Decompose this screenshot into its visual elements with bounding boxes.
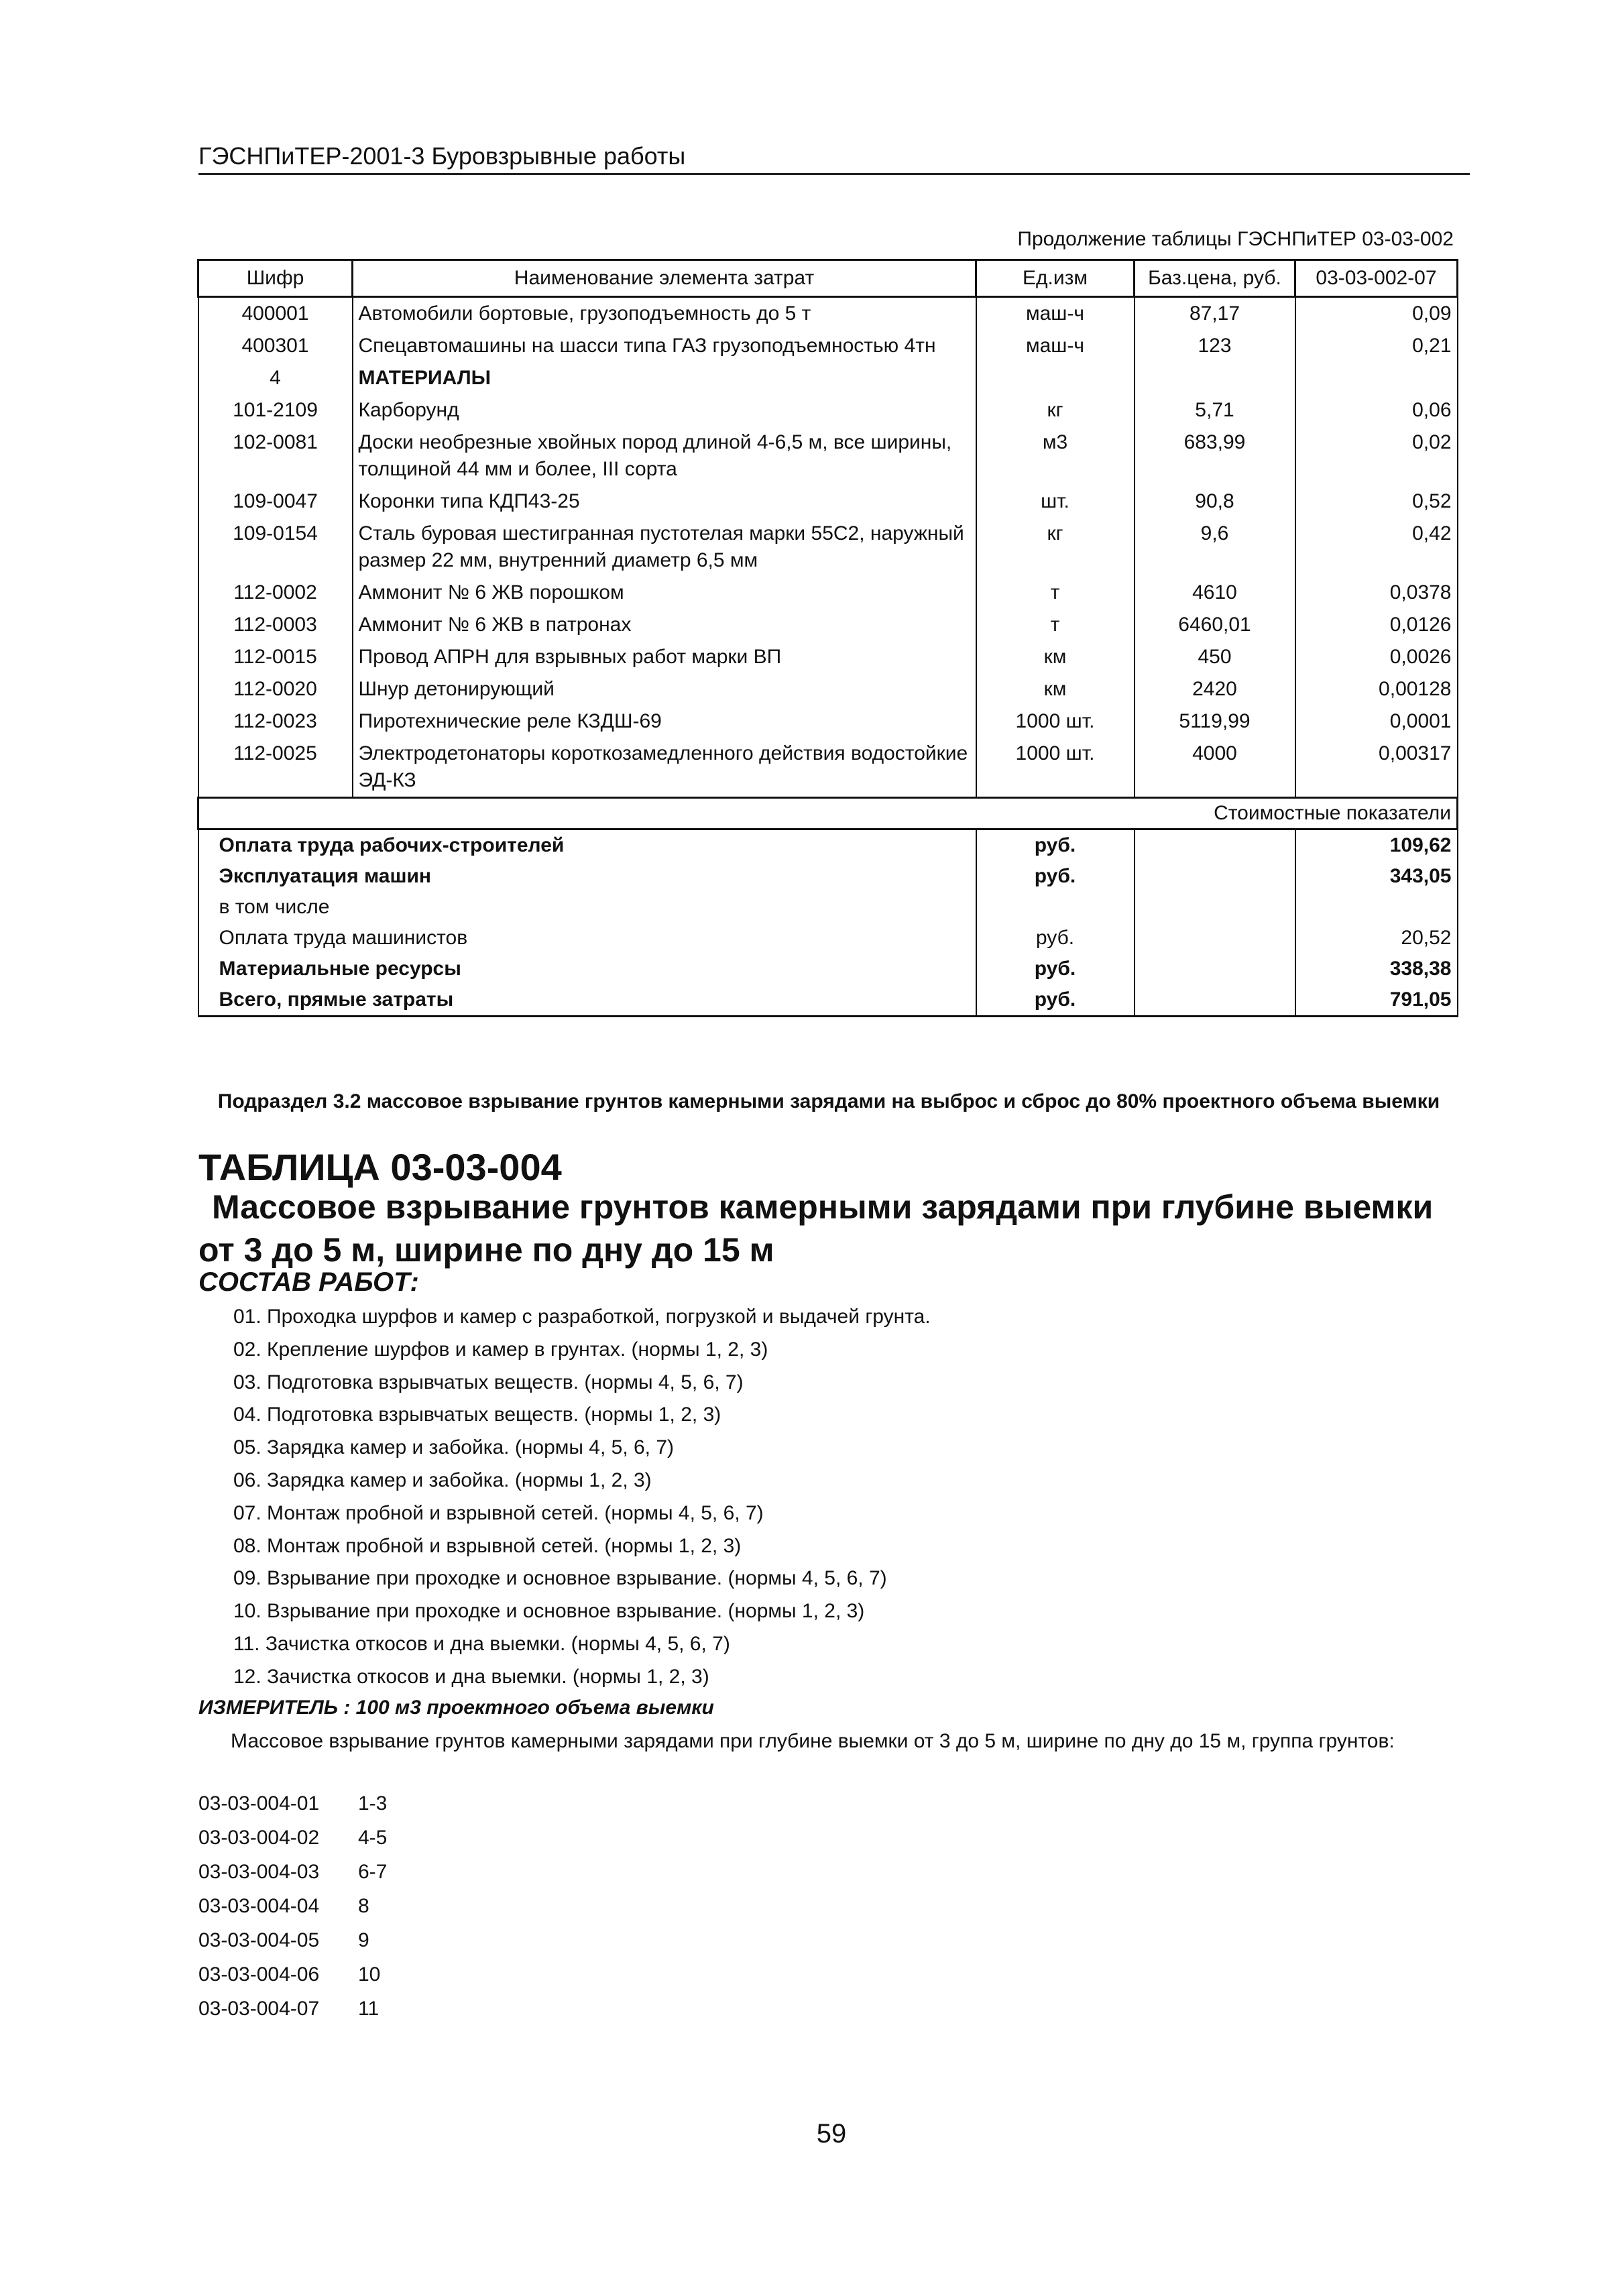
summary-price-empty (1135, 984, 1295, 1017)
norm-code: 03-03-004-07 (198, 1998, 320, 2020)
work-item: 06. Зарядка камер и забойка. (нормы 1, 2, 3) (233, 1469, 652, 1491)
cell-price: 450 (1135, 641, 1295, 673)
work-item: 07. Монтаж пробной и взрывной сетей. (нормы 4, 5, 6, 7) (233, 1501, 764, 1524)
work-item: 03. Подготовка взрывчатых веществ. (нормы 4, 5, 6, 7) (233, 1371, 744, 1393)
table-row (198, 426, 1458, 485)
cell-code: 112-0003 (198, 609, 353, 641)
table-row (198, 577, 1458, 609)
cell-name: Провод АПРН для взрывных работ марки ВП (353, 641, 976, 673)
cell-name: Шнур детонирующий (353, 673, 976, 705)
cell-value: 0,06 (1295, 394, 1458, 426)
summary-value: 20,52 (1295, 923, 1458, 954)
cell-unit (976, 362, 1135, 394)
cell-price: 90,8 (1135, 485, 1295, 518)
summary-unit: руб. (976, 984, 1135, 1017)
cell-code: 102-0081 (198, 426, 353, 485)
summary-row (198, 861, 1458, 892)
table-header-row (198, 260, 1458, 297)
cell-unit: т (976, 577, 1135, 609)
cost-indicators-row (198, 798, 1458, 829)
cell-code: 400301 (198, 330, 353, 362)
norm-code: 03-03-004-04 (198, 1895, 320, 1917)
summary-row (198, 892, 1458, 923)
norm-codes-list (198, 1786, 387, 2026)
cell-name: Электродетонаторы короткозамедленного действия водостойкие ЭД-КЗ (353, 738, 976, 798)
cell-value: 0,00128 (1295, 673, 1458, 705)
summary-value: 109,62 (1295, 829, 1458, 862)
soil-group: 6-7 (358, 1861, 388, 1883)
cell-name: Автомобили бортовые, грузоподъемность до 5 т (353, 297, 976, 331)
soil-group: 11 (358, 1998, 380, 2020)
soil-group: 8 (358, 1895, 369, 1917)
summary-unit (976, 892, 1135, 923)
cell-unit: км (976, 673, 1135, 705)
cell-price: 4000 (1135, 738, 1295, 798)
norm-code-row (198, 1992, 387, 2026)
norm-code: 03-03-004-05 (198, 1929, 320, 1951)
table-row (198, 518, 1458, 577)
norm-code: 03-03-004-02 (198, 1827, 320, 1849)
summary-label: Материальные ресурсы (198, 954, 976, 984)
table-row (198, 641, 1458, 673)
header-price: Баз.цена, руб. (1135, 260, 1295, 297)
cell-price: 123 (1135, 330, 1295, 362)
norm-code: 03-03-004-03 (198, 1861, 320, 1883)
table-row (198, 330, 1458, 362)
cell-price: 9,6 (1135, 518, 1295, 577)
cell-name: Пиротехнические реле КЗДШ-69 (353, 705, 976, 738)
summary-price-empty (1135, 861, 1295, 892)
summary-unit: руб. (976, 954, 1135, 984)
cell-name: Аммонит № 6 ЖВ порошком (353, 577, 976, 609)
summary-value: 791,05 (1295, 984, 1458, 1017)
cell-price: 2420 (1135, 673, 1295, 705)
work-list (233, 1301, 931, 1694)
table-subtitle: Массовое взрывание грунтов камерными зарядами при глубине выемки от 3 до 5 м, ширине по дну до 15 м (198, 1188, 1434, 1269)
cell-unit: маш-ч (976, 297, 1135, 331)
cell-value: 0,02 (1295, 426, 1458, 485)
work-item: 12. Зачистка откосов и дна выемки. (нормы 1, 2, 3) (233, 1665, 709, 1688)
cell-value: 0,0026 (1295, 641, 1458, 673)
cell-name: Сталь буровая шестигранная пустотелая марки 55С2, наружный размер 22 мм, внутренний диаметр 6,5 мм (353, 518, 976, 577)
summary-unit: руб. (976, 829, 1135, 862)
work-composition-label: СОСТАВ РАБОТ: (198, 1267, 419, 1297)
soil-group: 9 (358, 1929, 369, 1951)
work-item: 05. Зарядка камер и забойка. (нормы 4, 5, 6, 7) (233, 1436, 675, 1459)
header-code: Шифр (198, 260, 353, 297)
work-item: 09. Взрывание при проходке и основное взрывание. (нормы 4, 5, 6, 7) (233, 1567, 887, 1590)
summary-label: Эксплуатация машин (198, 861, 976, 892)
table-row (198, 609, 1458, 641)
summary-label: Оплата труда рабочих-строителей (198, 829, 976, 862)
summary-unit: руб. (976, 861, 1135, 892)
cell-name: Коронки типа КДП43-25 (353, 485, 976, 518)
cell-code: 101-2109 (198, 394, 353, 426)
cell-price: 87,17 (1135, 297, 1295, 331)
cell-price: 5119,99 (1135, 705, 1295, 738)
cell-unit: кг (976, 394, 1135, 426)
soil-group: 1-3 (358, 1792, 388, 1815)
summary-price-empty (1135, 829, 1295, 862)
norm-description: Массовое взрывание грунтов камерными зарядами при глубине выемки от 3 до 5 м, ширине по дну до 15 м, группа грунтов: (231, 1730, 1395, 1752)
subsection-heading: Подраздел 3.2 массовое взрывание грунтов камерными зарядами на выброс и сброс до 80% проектного объема выемки (217, 1090, 1440, 1112)
cell-value: 0,52 (1295, 485, 1458, 518)
soil-group: 10 (358, 1963, 381, 1986)
cell-price: 6460,01 (1135, 609, 1295, 641)
table-continuation-label: Продолжение таблицы ГЭСНПиТЕР 03-03-002 (1017, 228, 1454, 250)
work-item: 10. Взрывание при проходке и основное взрывание. (нормы 1, 2, 3) (233, 1600, 865, 1623)
cell-unit: 1000 шт. (976, 738, 1135, 798)
cell-name: Доски необрезные хвойных пород длиной 4-6,5 м, все ширины, толщиной 44 мм и более, III сорта (353, 426, 976, 485)
cell-price: 4610 (1135, 577, 1295, 609)
cell-unit: кг (976, 518, 1135, 577)
cell-code: 112-0020 (198, 673, 353, 705)
summary-price-empty (1135, 954, 1295, 984)
work-item: 01. Проходка шурфов и камер с разработкой, погрузкой и выдачей грунта. (233, 1306, 931, 1328)
cell-value: 0,0378 (1295, 577, 1458, 609)
summary-row (198, 923, 1458, 954)
cell-code: 400001 (198, 297, 353, 331)
cost-indicators-label: Стоимостные показатели (198, 798, 1458, 829)
table-row (198, 362, 1458, 394)
table-row (198, 394, 1458, 426)
summary-price-empty (1135, 892, 1295, 923)
work-item: 11. Зачистка откосов и дна выемки. (нормы 4, 5, 6, 7) (233, 1632, 730, 1655)
cell-name: Спецавтомашины на шасси типа ГАЗ грузоподъемностью 4тн (353, 330, 976, 362)
work-item: 08. Монтаж пробной и взрывной сетей. (нормы 1, 2, 3) (233, 1534, 742, 1557)
table-row (198, 738, 1458, 798)
summary-row (198, 829, 1458, 862)
cell-value: 0,42 (1295, 518, 1458, 577)
norm-code: 03-03-004-06 (198, 1963, 320, 1986)
cell-code: 109-0047 (198, 485, 353, 518)
table-row (198, 705, 1458, 738)
summary-label: Всего, прямые затраты (198, 984, 976, 1017)
summary-row (198, 984, 1458, 1017)
cell-name: МАТЕРИАЛЫ (353, 362, 976, 394)
cell-code: 112-0023 (198, 705, 353, 738)
cell-code: 112-0025 (198, 738, 353, 798)
cell-value: 0,00317 (1295, 738, 1458, 798)
table-row (198, 297, 1458, 331)
table-row (198, 485, 1458, 518)
summary-value (1295, 892, 1458, 923)
table-row (198, 673, 1458, 705)
summary-value: 338,38 (1295, 954, 1458, 984)
summary-label: в том числе (198, 892, 976, 923)
norm-code-row (198, 1889, 387, 1923)
cell-price: 5,71 (1135, 394, 1295, 426)
cell-unit: т (976, 609, 1135, 641)
norm-code-row (198, 1855, 387, 1889)
cell-value: 0,0126 (1295, 609, 1458, 641)
cost-table (197, 259, 1458, 1017)
cell-unit: м3 (976, 426, 1135, 485)
norm-code-row (198, 1821, 387, 1855)
cell-unit: шт. (976, 485, 1135, 518)
cell-value: 0,21 (1295, 330, 1458, 362)
work-item: 04. Подготовка взрывчатых веществ. (нормы 1, 2, 3) (233, 1403, 721, 1426)
cell-name: Аммонит № 6 ЖВ в патронах (353, 609, 976, 641)
page-header: ГЭСНПиТЕР-2001-3 Буровзрывные работы (198, 142, 1470, 175)
cell-unit: маш-ч (976, 330, 1135, 362)
summary-price-empty (1135, 923, 1295, 954)
cell-price: 683,99 (1135, 426, 1295, 485)
summary-unit: руб. (976, 923, 1135, 954)
page-number: 59 (816, 2119, 847, 2148)
header-unit: Ед.изм (976, 260, 1135, 297)
cell-name: Карборунд (353, 394, 976, 426)
cell-value: 0,09 (1295, 297, 1458, 331)
cell-price (1135, 362, 1295, 394)
table-title: ТАБЛИЦА 03-03-004 (198, 1146, 562, 1188)
norm-code-row (198, 1923, 387, 1957)
norm-code-row (198, 1786, 387, 1821)
header-name: Наименование элемента затрат (353, 260, 976, 297)
measure-unit: ИЗМЕРИТЕЛЬ : 100 м3 проектного объема выемки (198, 1697, 714, 1719)
cell-code: 112-0002 (198, 577, 353, 609)
norm-code: 03-03-004-01 (198, 1792, 320, 1815)
norm-code-row (198, 1957, 387, 1992)
work-item: 02. Крепление шурфов и камер в грунтах. (нормы 1, 2, 3) (233, 1338, 768, 1361)
summary-value: 343,05 (1295, 861, 1458, 892)
cell-unit: 1000 шт. (976, 705, 1135, 738)
summary-label: Оплата труда машинистов (198, 923, 976, 954)
cell-code: 4 (198, 362, 353, 394)
soil-group: 4-5 (358, 1827, 388, 1849)
cell-value: 0,0001 (1295, 705, 1458, 738)
cell-code: 112-0015 (198, 641, 353, 673)
cell-code: 109-0154 (198, 518, 353, 577)
cell-value (1295, 362, 1458, 394)
header-norm: 03-03-002-07 (1295, 260, 1458, 297)
summary-row (198, 954, 1458, 984)
cell-unit: км (976, 641, 1135, 673)
